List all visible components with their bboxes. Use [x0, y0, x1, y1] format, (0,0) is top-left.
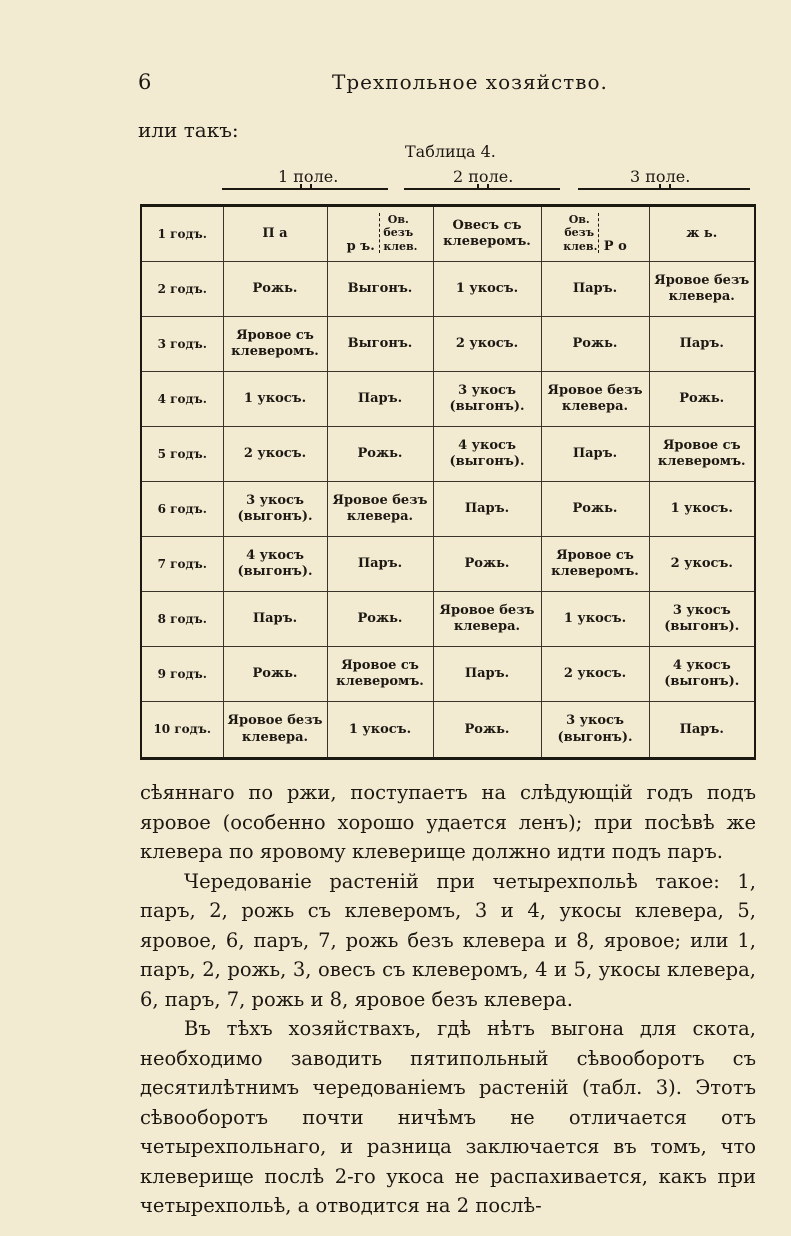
year-cell: 8 годъ. — [141, 592, 223, 647]
table-row — [141, 647, 755, 702]
table-cell: Рожь. — [223, 647, 327, 702]
table-cell: 4 укосъ (выгонъ). — [649, 647, 755, 702]
paragraph: Въ тѣхъ хозяйствахъ, гдѣ нѣтъ выгона для скота, необходимо заводить пятипольный сѣвооборотъ съ десятилѣтнимъ чередованіемъ растеній (табл. 3). Этотъ сѣвооборотъ почти ничѣмъ не отличается отъ четырехпольнаго, и разница заключается въ томъ, что клеверище послѣ 2-го укоса не распахивается, какъ при четырехпольѣ, а отводится на 2 послѣ- — [140, 1017, 756, 1217]
year-cell: 3 годъ. — [141, 317, 223, 372]
table-cell: Рожь. — [433, 702, 541, 759]
year-cell: 9 годъ. — [141, 647, 223, 702]
table-cell-text: Р о — [603, 238, 627, 254]
table-cell: Овесъ съ клеверомъ. — [433, 206, 541, 262]
table-cell: Рожь. — [541, 482, 649, 537]
table-cell: Яровое безъ клевера. — [541, 372, 649, 427]
table-cell: Яровое безъ клевера. — [327, 482, 433, 537]
table-cell: Рожь. — [223, 262, 327, 317]
table-cell: Яровое съ клеверомъ. — [541, 537, 649, 592]
table-row — [141, 702, 755, 759]
field-label-3: 3 поле. — [630, 167, 691, 186]
year-cell: 1 годъ. — [141, 206, 223, 262]
table-cell-text: р ъ. — [346, 238, 375, 254]
table-cell-note: Ов. безъ клев. — [563, 213, 598, 253]
table-cell: Паръ. — [327, 537, 433, 592]
table-row — [141, 317, 755, 372]
table-cell — [327, 206, 433, 262]
year-cell: 7 годъ. — [141, 537, 223, 592]
table-cell: 3 укосъ (выгонъ). — [433, 372, 541, 427]
table-cell: 1 укосъ. — [649, 482, 755, 537]
table-cell: Рожь. — [327, 427, 433, 482]
field-brace-1 — [222, 188, 388, 200]
table-cell: Паръ. — [433, 647, 541, 702]
table-cell: Паръ. — [541, 427, 649, 482]
field-brace-3 — [578, 188, 750, 200]
table-cell: Паръ. — [433, 482, 541, 537]
table-cell: Яровое безъ клевера. — [223, 702, 327, 759]
table-cell: Паръ. — [541, 262, 649, 317]
table-cell — [541, 206, 649, 262]
table-row — [141, 482, 755, 537]
table-cell: Яровое съ клеверомъ. — [223, 317, 327, 372]
table-caption: Таблица 4. — [405, 142, 496, 161]
table-cell: 3 укосъ (выгонъ). — [649, 592, 755, 647]
table-cell: 1 укосъ. — [223, 372, 327, 427]
table-cell-note: Ов. безъ клев. — [379, 213, 413, 253]
field-label-1: 1 поле. — [278, 167, 339, 186]
table-cell: Выгонъ. — [327, 317, 433, 372]
table-cell: Паръ. — [649, 702, 755, 759]
table-cell: Рожь. — [541, 317, 649, 372]
table-cell: Яровое безъ клевера. — [649, 262, 755, 317]
table-cell: Яровое съ клеверомъ. — [649, 427, 755, 482]
table-cell: 1 укосъ. — [433, 262, 541, 317]
table-cell: Рожь. — [433, 537, 541, 592]
table-row — [141, 592, 755, 647]
body-text — [140, 778, 756, 1221]
table-cell: 3 укосъ (выгонъ). — [223, 482, 327, 537]
table-row — [141, 206, 755, 262]
table-cell: 3 укосъ (выгонъ). — [541, 702, 649, 759]
field-brace-2 — [404, 188, 560, 200]
table-cell: Паръ. — [649, 317, 755, 372]
table-cell: Рожь. — [649, 372, 755, 427]
table-cell: 1 укосъ. — [541, 592, 649, 647]
table-cell: Выгонъ. — [327, 262, 433, 317]
field-label-2: 2 поле. — [453, 167, 514, 186]
table-cell: Яровое безъ клевера. — [433, 592, 541, 647]
table-cell: Паръ. — [327, 372, 433, 427]
year-cell: 6 годъ. — [141, 482, 223, 537]
table-cell: 2 укосъ. — [541, 647, 649, 702]
table-cell: П а — [223, 206, 327, 262]
year-cell: 10 годъ. — [141, 702, 223, 759]
table-cell: 2 укосъ. — [433, 317, 541, 372]
table-cell: 4 укосъ (выгонъ). — [433, 427, 541, 482]
paragraph: Чередованіе растеній при четырехпольѣ такое: 1, паръ, 2, рожь съ клеверомъ, 3 и 4, укосы клевера, 5, яровое, 6, паръ, 7, рожь безъ клевера и 8, яровое; или 1, паръ, 2, рожь, 3, овесъ съ клеверомъ, 4 и 5, укосы клевера, 6, паръ, 7, рожь и 8, яровое безъ клевера. — [140, 869, 756, 1011]
paragraph: сѣяннаго по ржи, поступаетъ на слѣдующій годъ подъ яровое (особенно хорошо удается ленъ); при посѣвѣ же клевера по яровому клеверище должно идти подъ паръ. — [140, 781, 756, 863]
table-cell: ж ь. — [649, 206, 755, 262]
year-cell: 5 годъ. — [141, 427, 223, 482]
year-cell: 4 годъ. — [141, 372, 223, 427]
running-title: Трехпольное хозяйство. — [332, 70, 608, 94]
table-row — [141, 427, 755, 482]
page-number: 6 — [138, 70, 152, 94]
table-cell: 4 укосъ (выгонъ). — [223, 537, 327, 592]
table-row — [141, 262, 755, 317]
table-cell: 1 укосъ. — [327, 702, 433, 759]
table-cell: 2 укосъ. — [649, 537, 755, 592]
table-cell: Яровое съ клеверомъ. — [327, 647, 433, 702]
table-row — [141, 372, 755, 427]
year-cell: 2 годъ. — [141, 262, 223, 317]
table-cell: Паръ. — [223, 592, 327, 647]
rotation-table — [140, 204, 756, 760]
table-cell: 2 укосъ. — [223, 427, 327, 482]
table-cell: Рожь. — [327, 592, 433, 647]
table-row — [141, 537, 755, 592]
intro-text: или такъ: — [138, 118, 239, 142]
